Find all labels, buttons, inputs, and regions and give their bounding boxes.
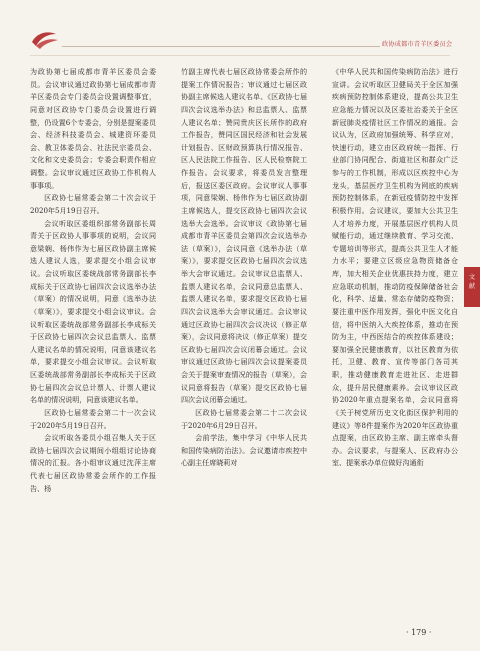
body-text: [30, 66, 458, 626]
paragraph: 区政协七届常委会第二十次会议于2020年5月19日召开。: [30, 193, 156, 215]
paragraph: 区政协七届常委会第二十一次会议于2020年5月19日召开。: [30, 407, 156, 430]
section-tab-label: 文献: [468, 274, 475, 290]
page-number: · 179 ·: [406, 628, 432, 637]
paragraph: 为政协第七届成都市青羊区委员会委员。会议审议通过政协第七届成都市青羊区委员会专门委员会设置调整事宜，同意对区政协专门委员会设置进行调整，仍设置6个专委会，分别是提案委员会、经济科技委员会、城建资环委员会、教卫体委员会、社法民宗委员会、文化和文史委员会；专委会职责作相应调整。会议审议通过区政协工作机构人事事项。: [30, 67, 156, 190]
text-column-1: [30, 66, 156, 626]
page-header: [0, 0, 480, 62]
paragraph: 《中华人民共和国传染病防治法》进行宣讲。会议听取区卫健局关于全区加强疾病预防控制体系建设，提高公共卫生应急能力情况以及区委社治委关于全区新冠肺炎疫情社区工作情况的通报。会议认为，区政府加强统筹、科学应对，快速行动，建立由区政府统一指挥、行业部门协同配合、街道社区和群众广泛参与的工作机制，形成以区疾控中心为龙头，基层医疗卫生机构为网底的疾病预防控制体系，在新冠疫情防控中发挥积极作用。会议建议，要加大公共卫生人才培养力度，开展基层医疗机构人员赋能行动，通过继续教育、学习交流、专题培训等形式，提高公共卫生人才能力水平；要建立区级应急物资储备仓库，加大相关企业优惠扶持力度，建立应急联动机制，推动防疫保障储备社会化，科学、适量、常态存储防疫物资；要注重中医作用发挥，强化中医文化自信，将中医纳入大疾控体系，推动在预防为主，中西医结合的疾控体系建设；要加强全民健康教育，以社区教育为依托，卫健、教育、宣传等部门各司其职，推动健康教育走进社区、走进群众，提升居民健康素养。会议审议区政协2020年重点提案名单，会议同意将《关于树党所历史文化街区保护利用的建议》等8件提案作为2020年区政协重点提案，由区政协主席、副主席牵头督办。会议要求，与提案人、区政府办公室、提案承办单位做好沟通衔: [332, 67, 458, 468]
text-column-3: [332, 66, 458, 626]
cppcc-logo-icon: [30, 28, 60, 50]
paragraph: 区政协七届常委会第二十二次会议于2020年6月29日召开。: [181, 407, 307, 430]
header-decorative-line: [62, 46, 380, 47]
paragraph: 会议听取各委员小组召集人关于区政协七届四次会议期间小组组讨论协商情况的汇报。各小组审议通过沈萍主席代表七届区政协常委会所作的工作报告、杨: [30, 433, 156, 493]
paragraph: 会议听取区委组织部常务副部长周青关于区政协人事事项的说明，会议同意梁娴、杨伟作为七届区政协副主席候选人建议人选，要求提交小组会议审议。会议听取区委统战部常务副部长李成标关于区政协七届四次会议选举办法（草案）的情况说明，同意《选举办法（草案）》，要求提交小组会议审议。会议听取区委统战部常务副部长李成标关于区政协七届四次会议总监票人、监票人建议名单的情况说明，同意该建议名单，要求提交小组会议审议。会议听取区委统战部常务副部长李成标关于区政协七届四次会议总计票人、计票人建议名单的情况说明，同意该建议名单。: [30, 218, 156, 405]
paragraph: 会前学法，集中学习《中华人民共和国传染病防治法》。会议邀请市疾控中心副主任席晓莉对: [181, 433, 307, 468]
section-tab: [464, 267, 480, 307]
paragraph: 竹副主席代表七届区政协常委会所作的提案工作情况报告；审议通过七届区政协副主席候选人建议名单、《区政协七届四次会议选举办法》和总监票人、监票人建议名单；赞同贵庆区长所作的政府工作报告，赞同区国民经济和社会发展计划报告、区财政预算执行情况报告、区人民法院工作报告、区人民检察院工作报告。会议要求，将委员发言整理后，报送区委区政府。会议审议人事事项，同意梁娴、杨伟作为七届区政协副主席候选人，提交区政协七届四次会议选举大会选举。会议审议《政协第七届成都市青羊区委员会第四次会议选举办法（草案）》，会议同意《选举办法（草案）》，要求提交区政协七届四次会议选举大会审议通过。会议审议总监票人、监票人建议名单，会议同意总监票人、监票人建议名单，要求提交区政协七届四次会议选举大会审议通过。会议审议通过区政协七届四次会议决议（修正草案），会议同意将决议（修正草案）提交区政协七届四次会议闭幕会通过。会议审议通过区政协七届四次会议提案委员会关于提案审查情况的报告（草案），会议同意将报告（草案）提交区政协七届四次会议闭幕会通过。: [181, 67, 307, 405]
running-header-title: 政协成都市青羊区委员会: [382, 41, 453, 48]
header-divider: [30, 55, 450, 56]
text-column-2: [181, 66, 307, 626]
